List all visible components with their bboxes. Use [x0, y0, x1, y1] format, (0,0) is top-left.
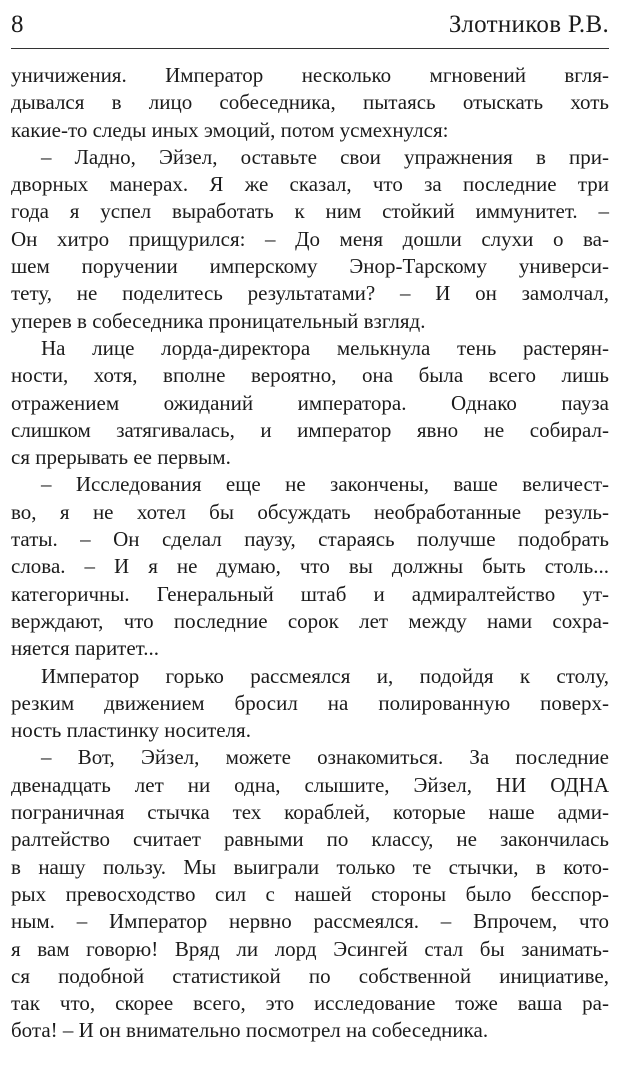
- text-line: рых превосходство сил с нашей стороны было бесспор-: [11, 881, 609, 906]
- text-line: няется паритет...: [11, 636, 160, 661]
- running-header: [11, 10, 609, 44]
- text-line: резким движением бросил на полированную поверх-: [11, 690, 609, 715]
- body-text: [11, 62, 609, 1045]
- text-line: года я успел выработать к ним стойкий иммунитет. –: [11, 199, 609, 224]
- text-line: бота! – И он внимательно посмотрел на собеседника.: [11, 1018, 489, 1043]
- text-line: – Ладно, Эйзел, оставьте свои упражнения в при-: [41, 144, 609, 169]
- text-line: пограничная стычка тех кораблей, которые наше адми-: [11, 800, 609, 825]
- text-line: двенадцать лет ни одна, слышите, Эйзел, НИ ОДНА: [11, 772, 609, 797]
- text-line: тету, не поделитесь результатами? – И он замолчал,: [11, 281, 609, 306]
- text-line: дворных манерах. Я же сказал, что за последние три: [11, 172, 609, 197]
- text-line: категоричны. Генеральный штаб и адмиралтейство ут-: [11, 581, 609, 606]
- text-line: – Исследования еще не закончены, ваше величест-: [41, 472, 609, 497]
- text-line: дывался в лицо собеседника, пытаясь отыскать хоть: [11, 90, 609, 115]
- text-line: ным. – Император нервно рассмеялся. – Впрочем, что: [11, 909, 609, 934]
- text-line: какие-то следы иных эмоций, потом усмехнулся:: [11, 117, 449, 142]
- text-line: На лице лорда-директора мелькнула тень растерян-: [41, 335, 609, 360]
- text-line: ность пластинку носителя.: [11, 718, 251, 743]
- text-line: ся подобной статистикой по собственной инициативе,: [11, 963, 609, 988]
- text-line: отражением ожиданий императора. Однако пауза: [11, 390, 609, 415]
- text-line: слишком затягивалась, и император явно не собирал-: [11, 417, 609, 442]
- text-line: уничижения. Император несколько мгновений вгля-: [11, 63, 609, 87]
- text-line: ности, хотя, вполне вероятно, она была всего лишь: [11, 363, 609, 388]
- text-line: во, я не хотел бы обсуждать необработанные резуль-: [11, 499, 609, 524]
- text-line: в нашу пользу. Мы выиграли только те стычки, в кото-: [11, 854, 609, 879]
- text-line: таты. – Он сделал паузу, стараясь получше подобрать: [11, 527, 609, 552]
- text-line: Он хитро прищурился: – До меня дошли слухи о ва-: [11, 226, 609, 251]
- text-line: шем поручении имперскому Энор-Тарскому универси-: [11, 254, 609, 279]
- text-line: ся прерывать ее первым.: [11, 445, 231, 470]
- text-line: ралтейство считает равными по классу, не закончилась: [11, 827, 609, 852]
- text-line: Император горько рассмеялся и, подойдя к столу,: [41, 663, 609, 688]
- text-line: я вам говорю! Вряд ли лорд Эсингей стал бы занимать-: [11, 936, 609, 961]
- header-rule: [11, 48, 609, 49]
- running-header-author: Злотников Р.В.: [448, 11, 609, 38]
- page-number: 8: [11, 11, 24, 38]
- text-line: так что, скорее всего, это исследование тоже ваша ра-: [11, 991, 609, 1016]
- text-line: уперев в собеседника проницательный взгляд.: [11, 308, 426, 333]
- text-line: верждают, что последние сорок лет между нами сохра-: [11, 608, 609, 633]
- text-line: слова. – И я не думаю, что вы должны быть столь...: [11, 554, 609, 579]
- text-line: – Вот, Эйзел, можете ознакомиться. За последние: [41, 745, 609, 770]
